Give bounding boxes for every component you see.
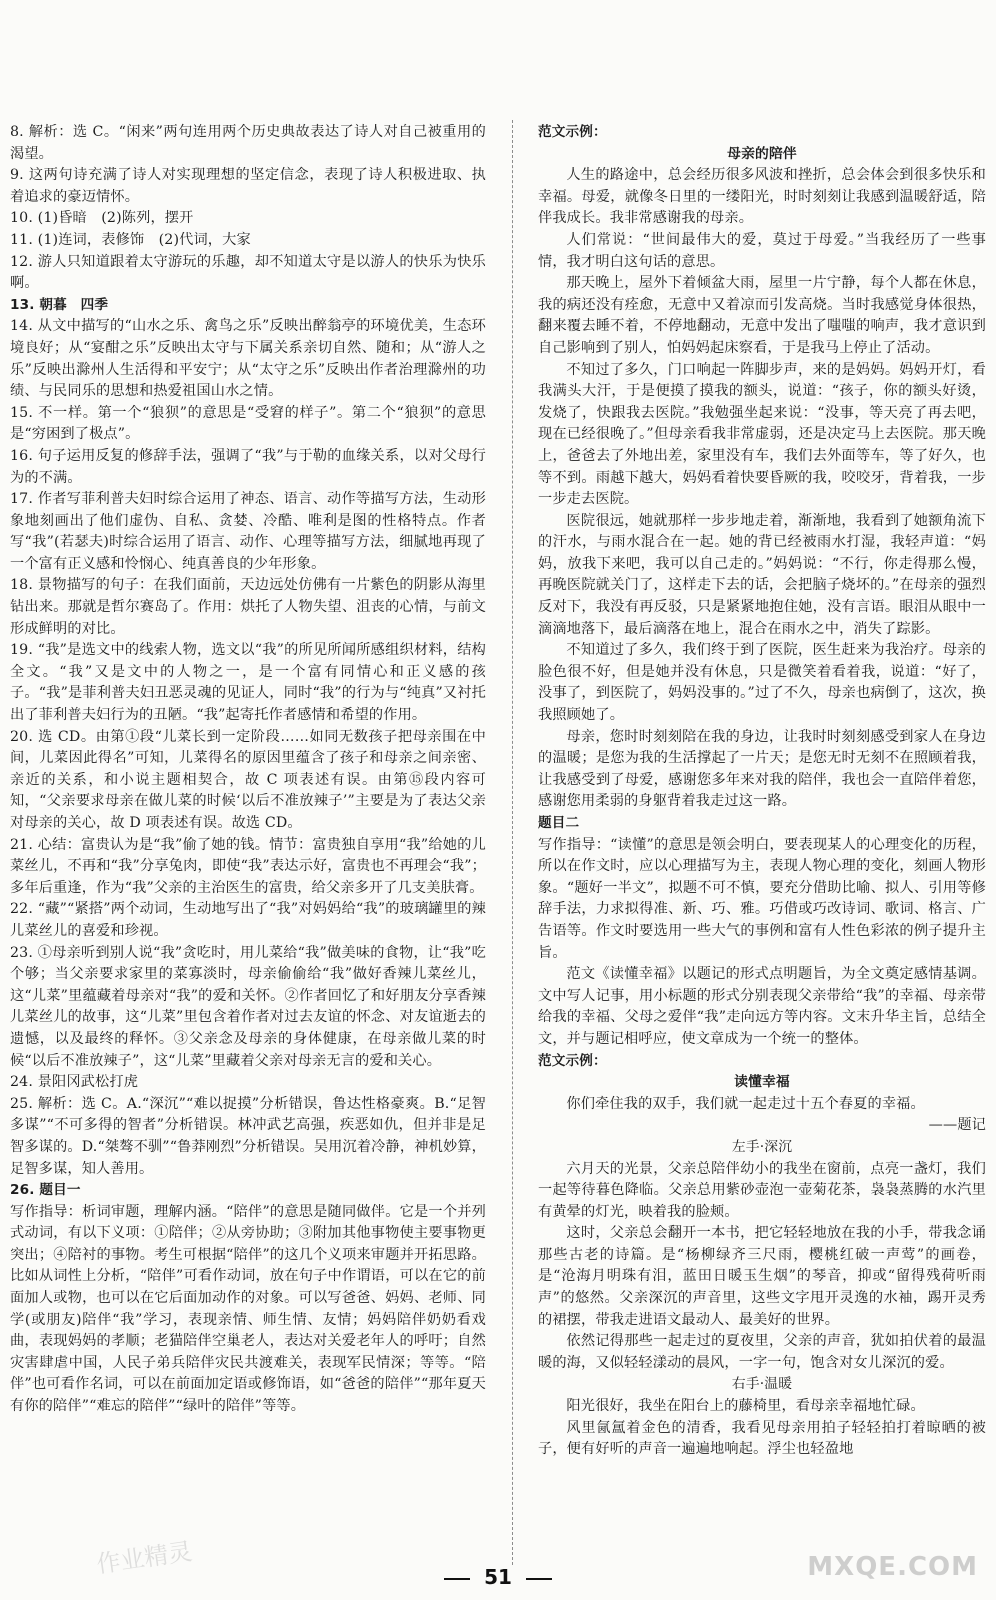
answer-8: 8. 解析：选 C。“闲来”两句连用两个历史典故表达了诗人对自己被重用的渴望。 [10,124,486,162]
essay-1-paragraph: 医院很远，她就那样一步步地走着，渐渐地，我看到了她额角流下的汗水，与雨水混合在一起。她的背已经被雨水打湿，我轻声道：“妈妈，放我下来吧，我可以自己走的。”妈妈说：“不行，你走得那么慢，再晚医院就关门了，这样走下去的话，会把脑子烧坏的。”在母亲的强烈反对下，我没有再反驳，只是紧紧地抱住她，没有言语。眼泪从眼中一滴滴地落下，最后滴落在地上，混合在雨水之中，消失了踪影。 [538,512,986,637]
answer-18: 18. 景物描写的句子：在我们面前，天边远处仿佛有一片紫色的阴影从海里钻出来。那就是哲尔赛岛了。作用：烘托了人物失望、沮丧的心情，与前文形成鲜明的对比。 [10,577,486,637]
essay-2-subtitle-left-hand: 左手·深沉 [731,1138,793,1155]
right-column [538,122,986,1461]
essay-2-paragraph: 依然记得那些一起走过的夏夜里，父亲的声音，犹如拍伏着的最温暖的海，又似轻轻漾动的晨风，一字一句，饱含对女儿深沉的爱。 [538,1333,986,1371]
topic-2-guidance: 写作指导：“读懂”的意思是领会明白，要表现某人的心理变化的历程，所以在作文时，应以心理描写为主，表现人物心理的变化，刻画人物形象。“题好一半文”，拟题不可不慎，要充分借助比喻、拟人、引用等修辞手法，力求拟得准、新、巧、雅。巧借或巧改诗词、歌词、格言、广告语等。作文时要选用一些大气的事例和富有人性色彩浓的例子提升主旨。 [538,836,986,961]
answer-22: 22. “藏”“紧搭”两个动词，生动地写出了“我”对妈妈给“我”的玻璃罐里的辣儿菜丝儿的喜爱和珍视。 [10,901,486,939]
essay-2-paragraph: 风里氤氲着金色的清香，我看见母亲用拍子轻轻拍打着晾晒的被子，便有好听的声音一遍遍地响起。浮尘也轻盈地 [538,1419,986,1458]
answer-25: 25. 解析：选 C。A.“深沉”“难以捉摸”分析错误，鲁达性格豪爽。B.“足智多谋”“不可多得的智者”分析错误。林冲武艺高强，疾恶如仇，但并非是足智多谋的。D.“桀骜不驯”“鲁莽刚烈”分析错误。吴用沉着冷静，神机妙算，足智多谋，知人善用。 [10,1095,486,1177]
essay-1-paragraph: 母亲，您时时刻刻陪在我的身边，让我时时刻刻感受到家人在身边的温暖；是您为我的生活撑起了一片天；是您无时无刻不在照顾着我，让我感受到了母爱，感谢您多年来对我的陪伴，我也会一直陪伴着您，感谢您用柔弱的身躯背着我走过这一路。 [538,728,986,810]
answer-13: 13. 朝暮 四季 [10,296,109,313]
answer-14: 14. 从文中描写的“山水之乐、禽鸟之乐”反映出醉翁亭的环境优美，生态环境良好；从“宴酣之乐”反映出太守与下属关系亲切自然、随和；从“游人之乐”反映出滁州人生活得和平安宁；从“太守之乐”反映出作者治理滁州的功绩、与民同乐的思想和热爱祖国山水之情。 [10,318,486,400]
answer-21: 21. 心结：富贵认为是“我”偷了她的钱。情节：富贵独自享用“我”给她的儿菜丝儿，不再和“我”分享兔肉，即使“我”表达示好，富贵也不再理会“我”；多年后重逢，作为“我”父亲的主治医生的富贵，给父亲多开了几支美肤膏。 [10,836,486,896]
essay-2-epigraph: 你们牵住我的双手，我们就一起走过十五个春夏的幸福。 [566,1095,925,1112]
answer-16: 16. 句子运用反复的修辞手法，强调了“我”与于勒的血缘关系，以对父母行为的不满。 [10,447,486,486]
page-number-dash-left [444,1578,470,1580]
answer-19: 19. “我”是选文中的线索人物，选文以“我”的所见所闻所感组织材料，结构全文。“我”又是文中的人物之一，是一个富有同情心和正义感的孩子。“我”是菲利普夫妇丑恶灵魂的见证人，同时“我”的行为与“纯真”又衬托出了菲利普夫妇行为的丑陋。“我”起寄托作者感情和希望的作用。 [10,642,486,724]
essay-1-paragraph: 不知过了多久，门口响起一阵脚步声，来的是妈妈。妈妈开灯，看我满头大汗，于是便摸了摸我的额头，说道：“孩子，你的额头好烫，发烧了，快跟我去医院。”我勉强坐起来说：“没事，等天亮了再去吧，现在已经很晚了。”但母亲看我非常虚弱，还是决定马上去医院。那天晚上，爸爸去了外地出差，家里没有车，我们去外面等车，等了好久，也等不到。雨越下越大，妈妈看着快要昏厥的我，咬咬牙，背着我，一步一步走去医院。 [538,361,986,508]
watermark-left: 作业精灵 [94,1537,194,1579]
watermark-right: MXQE.COM [807,1552,978,1582]
essay-2-title: 读懂幸福 [734,1074,790,1091]
sample-essay-label: 范文示例： [538,124,607,140]
essay-1-paragraph: 人生的路途中，总会经历很多风波和挫折，总会体会到很多快乐和幸福。母爱，就像冬日里的一缕阳光，时时刻刻让我感到温暖舒适，陪伴我成长。我非常感谢我的母亲。 [538,167,986,227]
essay-2-subtitle-right-hand: 右手·温暖 [731,1376,793,1393]
essay-2-paragraph: 这时，父亲总会翻开一本书，把它轻轻地放在我的小手，带我念诵那些古老的诗篇。是“杨柳绿齐三尺雨，樱桃红破一声莺”的画卷，是“沧海月明珠有泪，蓝田日暖玉生烟”的琴音，抑或“留得残荷听雨声”的悠然。父亲深沉的声音里，这些文字甩开灵逸的水袖，踢开灵秀的裙摆，带我走进语文最动人、最美好的世界。 [538,1225,986,1328]
answer-10: 10. (1)昏暗 (2)陈列，摆开 [10,210,194,227]
essay-2-paragraph: 六月天的光景，父亲总陪伴幼小的我坐在窗前，点亮一盏灯，我们一起等待暮色降临。父亲总用紫砂壶泡一壶菊花茶，袅袅蒸腾的水汽里有黄晕的灯光，映着我的脸颊。 [538,1160,986,1220]
page-number-value: 51 [484,1565,512,1589]
topic-2-heading: 题目二 [538,815,580,831]
answer-24: 24. 景阳冈武松打虎 [10,1074,139,1091]
essay-1-title: 母亲的陪伴 [727,145,797,162]
page-number-dash-right [526,1578,552,1580]
answer-15: 15. 不一样。第一个“狼狈”的意思是“受窘的样子”。第二个“狼狈”的意思是“穷困到了极点”。 [10,404,486,443]
answer-11: 11. (1)连词，表修饰 (2)代词，大家 [10,231,251,248]
answer-9: 9. 这两句诗充满了诗人对实现理想的坚定信念，表现了诗人积极进取、执着追求的豪迈情怀。 [10,167,486,205]
topic-2-model-note: 范文《读懂幸福》以题记的形式点明题旨，为全文奠定感情基调。文中写人记事，用小标题的形式分别表现父亲带给“我”的幸福、母亲带给我的幸福、父母之爱伴“我”走向远方等内容。文末升华主旨，总结全文，并与题记相呼应，使文章成为一个统一的整体。 [538,966,986,1047]
sample-essay-label-2: 范文示例： [538,1052,607,1069]
column-divider [512,120,513,1565]
essay-1-paragraph: 那天晚上，屋外下着倾盆大雨，屋里一片宁静，每个人都在休息，我的病还没有痊愈，无意中又着凉而引发高烧。当时我感觉身体很热，翻来覆去睡不着，不停地翻动，无意中发出了嗤嗤的响声，我才意识到自己影响到了别人，怕妈妈起床察看，于是我马上停止了活动。 [538,275,986,356]
answer-26-guidance: 写作指导：析词审题，理解内涵。“陪伴”的意思是随同做伴。它是一个并列式动词，有以下义项：①陪伴；②从旁协助；③附加其他事物使主要事物更突出；④陪衬的事物。考生可根据“陪伴”的这几个义项来审题并开拓思路。比如从词性上分析，“陪伴”可看作动词，放在句子中作谓语，可以在它的前面加人或物，也可以在它后面加动作的对象。可以写爸爸、妈妈、老师、同学(或朋友)陪伴“我”学习，表现亲情、师生情、友情；妈妈陪伴奶奶看戏曲，表现妈妈的孝顺；老猫陪伴空巢老人，表达对关爱老年人的呼吁；自然灾害肆虐中国，人民子弟兵陪伴灾民共渡难关，表现军民情深；等等。“陪伴”也可看作名词，可以在前面加定语或修饰语，如“爸爸的陪伴”“那年夏天有你的陪伴”“难忘的陪伴”“绿叶的陪伴”等等。 [10,1203,486,1415]
answer-20: 20. 选 CD。由第①段“儿菜长到一定阶段……如同无数孩子把母亲围在中间，儿菜因此得名”可知，儿菜得名的原因里蕴含了孩子和母亲之间亲密、亲近的关系，和小说主题相契合，故 C 项表述有误。由第⑮段内容可知，“父亲要求母亲在做儿菜的时候‘以后不准放辣子’”主要是为了表达父亲对母亲的关心，故 D 项表述有误。故选 CD。 [10,728,486,831]
essay-2-paragraph: 阳光很好，我坐在阳台上的藤椅里，看母亲幸福地忙碌。 [566,1398,925,1415]
answer-12: 12. 游人只知道跟着太守游玩的乐趣，却不知道太守是以游人的快乐为快乐啊。 [10,253,486,292]
essay-1-paragraph: 不知道过了多久，我们终于到了医院，医生赶来为我治疗。母亲的脸色很不好，但是她并没有休息，只是微笑着看着我，说道：“好了，没事了，到医院了，妈妈没事的。”过了不久，母亲也病倒了，这次，换我照顾她了。 [538,642,986,724]
left-column [10,122,486,1418]
essay-1-paragraph: 人们常说：“世间最伟大的爱，莫过于母爱。”当我经历了一些事情，我才明白这句话的意思。 [538,231,986,270]
essay-2-epigraph-signature: ——题记 [928,1117,986,1134]
answer-23: 23. ①母亲听到别人说“我”贪吃时，用儿菜给“我”做美味的食物，让“我”吃个够；当父亲要求家里的菜寡淡时，母亲偷偷给“我”做好香辣儿菜丝儿，这“儿菜”里蕴藏着母亲对“我”的爱和关怀。②作者回忆了和好朋友分享香辣儿菜丝儿的故事，这“儿菜”里包含着作者对过去友谊的怀念、对友谊逝去的遗憾，以及最终的释怀。③父亲念及母亲的身体健康，在母亲做儿菜的时候“以后不准放辣子”，这“儿菜”里藏着父亲对母亲无言的爱和关心。 [10,944,486,1069]
answer-17: 17. 作者写菲利普夫妇时综合运用了神态、语言、动作等描写方法，生动形象地刻画出了他们虚伪、自私、贪婪、冷酷、唯利是图的性格特点。作者写“我”(若瑟夫)时综合运用了语言、动作、心理等描写方法，细腻地再现了一个富有正义感和怜悯心、纯真善良的少年形象。 [10,491,486,572]
answer-26-heading: 26. 题目一 [10,1182,81,1199]
